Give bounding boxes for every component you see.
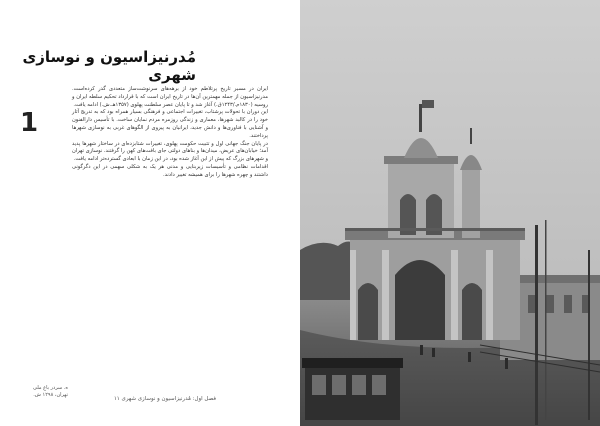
pole <box>545 220 547 420</box>
tram <box>302 358 403 420</box>
pole <box>588 250 590 420</box>
historic-photo <box>300 0 600 426</box>
paragraph: این دوران با تحولات پرشتاب، تغییرات اجتماعی و فرهنگی بسیار همراه بود که به تدریج آثار خود را در کالبد شهرها، معماری و زندگی روزمره مردم نمایان ساخت. با تأسیس دارالفنون و آشنایی با فناوری‌ها و دانش جدید، ایرانیان به پیروی از الگوهای غربی به نوسازی شهرها پرداختند. <box>72 109 268 139</box>
pole <box>535 225 538 425</box>
chapter-title: مُدرنیزاسیون و نوسازی شهری <box>22 48 196 84</box>
page-footer: فصل اول: مُدرنیزاسیون و نوسازی شهری ۱۱ <box>113 396 216 402</box>
paragraph: ایران در مسیر تاریخ پرتلاطم خود از برهه‌های سرنوشت‌ساز متعددی گذر کرده‌است. مدرنیزاسیون از جمله مهمترین آن‌ها در تاریخ ایران است که با قرارداد تحکیم سلطه ایران و روسیه (۱۸۳۰م./۱۲۴۳ق.) آغاز شد و تا پایان عصر سلطنت پهلوی (۱۳۵۷هـ.ش.) ادامه یافت. <box>72 86 268 108</box>
body-text <box>72 86 268 180</box>
paragraph: اقدامات نظامی و تأسیسات زیربنایی و مدنی هر یک به شکلی سهمی در این دگرگونی داشتند و چهره شهرها را برای همیشه تغییر دادند. <box>72 163 268 178</box>
caption-line: ه. سردر باغ ملی <box>33 385 68 391</box>
right-page <box>300 0 600 426</box>
caption-line: تهران، ۱۲۹۸ ش. <box>33 392 68 398</box>
chapter-number: 1 <box>20 108 39 138</box>
photo-caption <box>20 385 68 399</box>
paragraph: در پایان جنگ جهانی اول و تثبیت حکومت پهلوی، تغییرات شتابزده‌ای در ساختار شهرها پدید آمد؛ خیابان‌های عریض، میدان‌ها و بناهای دولتی جای بافت‌های کهن را گرفتند. نوسازی تهران و شهرهای بزرگ که پیش از این آغاز شده بود، در این زمان با ابعادی گسترده‌تر ادامه یافت. <box>72 140 268 163</box>
